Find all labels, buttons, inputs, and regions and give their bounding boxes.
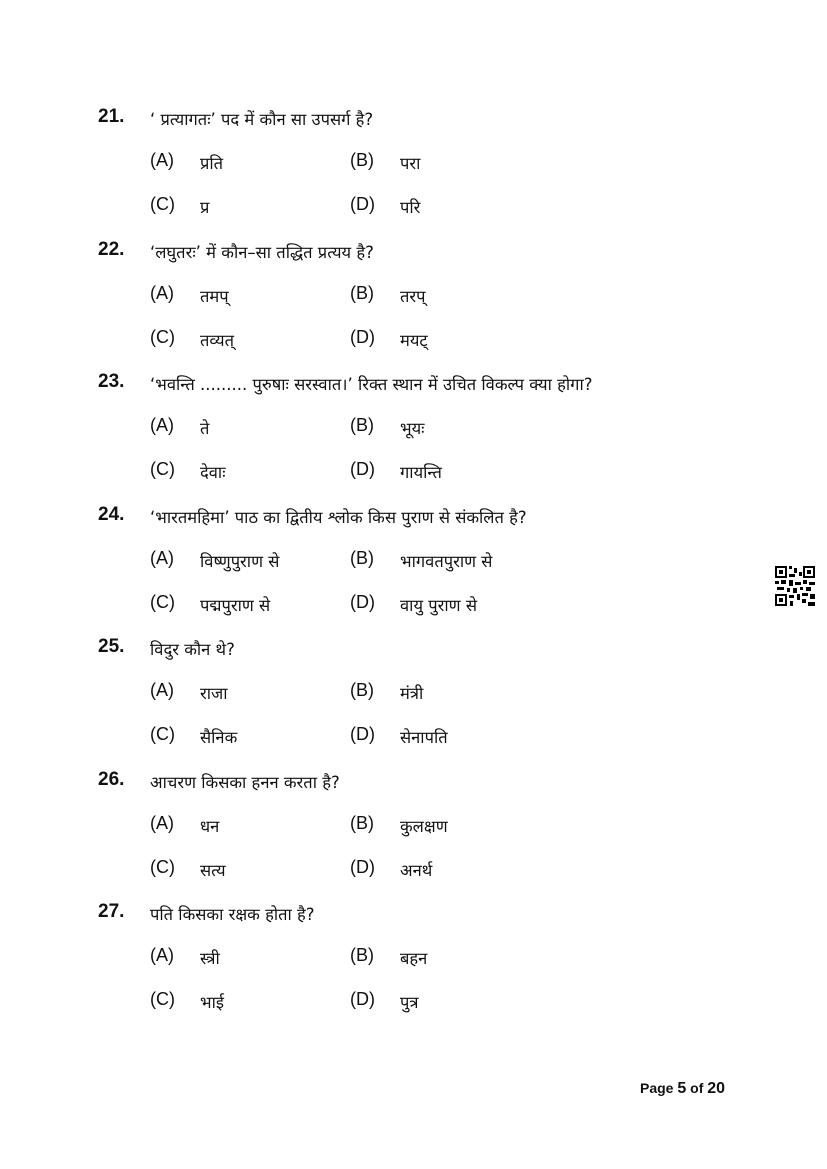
qr-code-icon <box>775 566 815 606</box>
option-label: (C) <box>150 459 175 479</box>
option-label: (A) <box>150 415 174 435</box>
question-row <box>0 504 827 534</box>
options-row <box>0 548 827 576</box>
option-label: (D) <box>350 989 375 1009</box>
option-label: (A) <box>150 680 174 700</box>
option-label: (C) <box>150 724 175 744</box>
option-text: भूयः <box>400 419 425 438</box>
option-text: परा <box>400 154 421 173</box>
option-text: अनर्थ <box>400 860 433 880</box>
question-number: 25. <box>98 636 125 657</box>
option-label: (D) <box>350 856 375 877</box>
option-text: बहन <box>400 949 428 968</box>
option-text: तमप् <box>200 286 229 306</box>
option-text: देवाः <box>200 463 226 482</box>
option-label: (D) <box>350 459 375 479</box>
option-label: (A) <box>150 282 174 303</box>
option-label: (D) <box>350 326 375 347</box>
question-number: 24. <box>98 503 125 525</box>
options-row <box>0 150 827 178</box>
option-text: मंत्री <box>400 684 424 703</box>
option-text: मयट् <box>400 330 428 350</box>
option-label: (C) <box>150 326 175 347</box>
option-label: (B) <box>350 282 374 303</box>
option-text: राजा <box>200 684 228 703</box>
question-number: 26. <box>98 768 125 790</box>
option-text: स्त्री <box>200 949 220 968</box>
option-text: विष्णुपुराण से <box>200 551 280 571</box>
question-number: 22. <box>98 238 125 260</box>
option-text: तरप् <box>400 286 426 306</box>
question-row <box>0 106 827 136</box>
option-text: भागवतपुराण से <box>400 551 493 571</box>
option-label: (C) <box>150 591 175 612</box>
options-row <box>0 194 827 222</box>
option-label: (D) <box>350 591 375 612</box>
option-label: (A) <box>150 812 174 833</box>
question-row <box>0 769 827 799</box>
options-row <box>0 680 827 708</box>
option-text: भाई <box>200 993 224 1012</box>
options-row <box>0 724 827 752</box>
question-row <box>0 901 827 931</box>
question-text: ‘भवन्ति ......... पुरुषाः सरस्वात।’ रिक्त स्थान में उचित विकल्प क्या होगा? <box>150 375 593 394</box>
option-label: (B) <box>350 812 374 833</box>
option-text: तव्यत् <box>200 330 235 350</box>
option-label: (B) <box>350 945 374 965</box>
option-label: (B) <box>350 680 374 700</box>
options-row <box>0 592 827 620</box>
question-text: ‘लघुतरः’ में कौन–सा तद्धित प्रत्यय है? <box>150 242 374 262</box>
question-row <box>0 636 827 666</box>
options-row <box>0 459 827 487</box>
question-number: 23. <box>98 371 125 392</box>
option-text: पद्मपुराण से <box>200 595 271 615</box>
option-text: धन <box>200 816 220 836</box>
option-label: (C) <box>150 194 175 214</box>
option-text: प्रति <box>200 154 224 173</box>
option-label: (D) <box>350 194 375 214</box>
question-number: 27. <box>98 901 125 922</box>
question-row <box>0 371 827 401</box>
question-text: पति किसका रक्षक होता है? <box>150 905 315 924</box>
question-text: ‘भारतमहिमा’ पाठ का द्वितीय श्लोक किस पुराण से संकलित है? <box>150 507 527 527</box>
options-row <box>0 813 827 841</box>
question-text: ‘ प्रत्यागतः’ पद में कौन सा उपसर्ग है? <box>150 110 374 129</box>
option-text: सैनिक <box>200 728 238 747</box>
options-row <box>0 945 827 973</box>
options-row <box>0 415 827 443</box>
option-text: पुत्र <box>400 993 419 1012</box>
option-text: सेनापति <box>400 728 448 747</box>
option-label: (B) <box>350 415 374 435</box>
option-text: सत्य <box>200 860 226 880</box>
question-text: आचरण किसका हनन करता है? <box>150 772 340 792</box>
options-row <box>0 327 827 355</box>
question-row <box>0 239 827 269</box>
option-label: (B) <box>350 150 374 170</box>
option-label: (A) <box>150 945 174 965</box>
option-text: परि <box>400 198 421 217</box>
question-text: विदुर कौन थे? <box>150 640 235 659</box>
page-number: Page 5 of 20 <box>640 1080 726 1097</box>
option-text: कुलक्षण <box>400 816 448 836</box>
options-row <box>0 283 827 311</box>
question-number: 21. <box>98 106 125 127</box>
options-row <box>0 857 827 885</box>
option-text: गायन्ति <box>400 463 442 482</box>
option-text: वायु पुराण से <box>400 595 477 615</box>
option-label: (A) <box>150 547 174 568</box>
option-text: प्र <box>200 198 210 217</box>
option-label: (D) <box>350 724 375 744</box>
option-text: ते <box>200 419 210 438</box>
option-label: (C) <box>150 989 175 1009</box>
options-row <box>0 989 827 1017</box>
option-label: (C) <box>150 856 175 877</box>
option-label: (B) <box>350 547 374 568</box>
option-label: (A) <box>150 150 174 170</box>
